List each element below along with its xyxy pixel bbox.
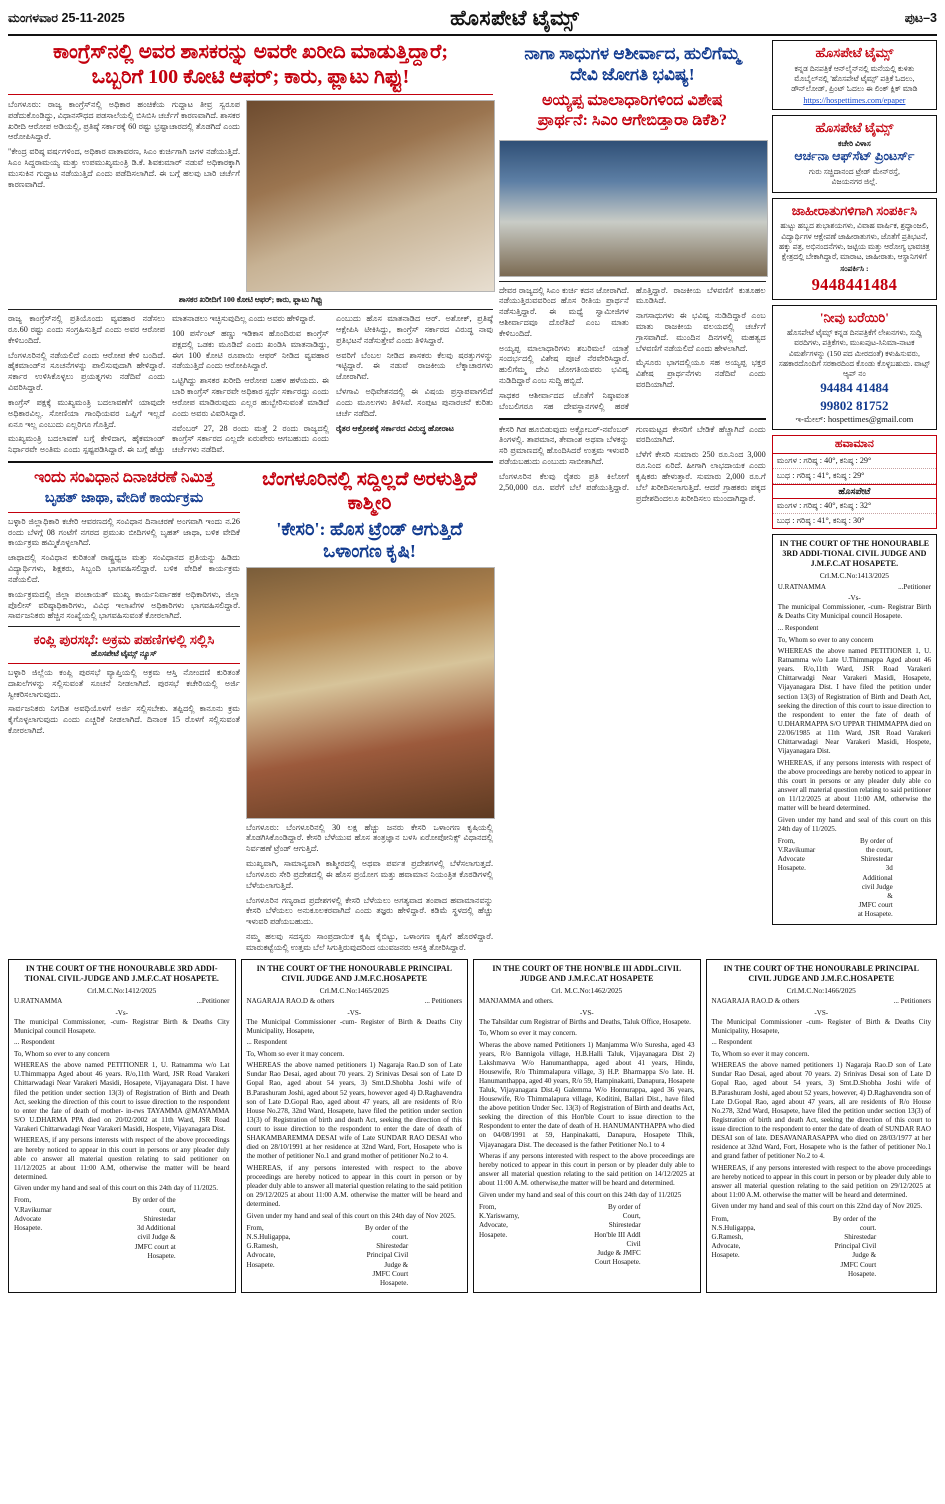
court-notice-from-name: K.Yariswamy, — [479, 1212, 520, 1221]
court-notice-para-3: Given under my hand and seal of this court on this 24th day of 11/2025 — [479, 1190, 682, 1199]
court-notice-order-role2: JMFC court at Hosapete. — [857, 901, 893, 919]
court-notice-from-name: V.Ravikumar — [777, 845, 816, 854]
court-notice-case-number: Crl.M.C.No:1465/2025 — [319, 985, 389, 995]
epaper-ad-title: ಹೊಸಪೇಟೆ ಟೈಮ್ಸ್ — [815, 45, 894, 60]
court-notice-to-whom: To, Whom so ever it may concern. — [479, 1029, 577, 1038]
court-notice-para-3: Given under my hand and seal of this court on this 24th day of Nov 2025. — [246, 1211, 456, 1220]
court-notice-petitioner: NAGARAJA RAO.D & others — [711, 996, 800, 1005]
story2-subhead-line2: ಪ್ರಾರ್ಥನೆ: ಸಿಎಂ ಆಗೇಬಿಡ್ತಾರಾ ಡಿಕೆಶಿ? — [537, 111, 727, 129]
story3-body-2: ಜಾಥಾದಲ್ಲಿ ಸಂವಿಧಾನ ಕುರಿತಂತೆ ರಾಷ್ಟ್ರಧ್ವಜ ಮತ್ತು ಸಂವಿಧಾನದ ಪ್ರತಿಯನ್ನು ಹಿಡಿದು ವಿದ್ಯಾರ್ಥಿಗಳು, ಶಿಕ್ಷಕರು, ಸಿಬ್ಬಂದಿ ಭಾಗವಹಿಸಲಿದ್ದಾರೆ. ಬಳಿಕ ವೇದಿಕೆ ಕಾರ್ಯಕ್ರಮ ನಡೆಯಲಿದೆ. — [8, 553, 240, 584]
court-notice-para-2: Wheras if any persons interested with respect to the above proceedings are hereby noticed to appear in this court in person or by pleader duly able to answer all material question relating to the said petition on 14/12/2025 at about 11:00 A.M. otherwise,the matter will be heard and determined. — [479, 1152, 695, 1188]
court-notice-respondent: The Municipal Commissioner -cum- Register of Birth & Deaths City Municipality, Hosapete, — [246, 1017, 462, 1035]
court-notice-order-role1: Principal Civil Judge & — [366, 1251, 409, 1269]
court-notice-respondent: The municipal Commissioner, -cum- Registrar Birth & Deaths City Municipal council Hosapete. — [777, 603, 931, 621]
write-ad-phone1[interactable]: 94484 41484 — [820, 380, 889, 396]
court-notice-vs: -Vs- — [848, 594, 861, 603]
court-notice-1 — [8, 959, 236, 1294]
second-story-column — [499, 40, 766, 504]
lead-body-7: 100 ಪರ್ಸೆಂಟ್ ಹಣ್ಣು ಇಡಿಕಾಸ ಹೊಂದಿರುವ ಕಾಂಗ್ರೆಸ್ ಪಕ್ಷದಲ್ಲಿ ಒಡಕು ಮೂಡಿದೆ ಎಂದು ಖಂಡಿಸಿ ಮಾತನಾಡಿದ್ದು, ಈಗ 100 ಕೋಟಿ ರೂಪಾಯಿ ಆಫರ್ ನೀಡಿದ ವ್ಯವಹಾರ ನಡೆಯುತ್ತಿದೆ ಎಂದು ಆರೋಪಿಸಿದ್ದಾರೆ. — [172, 328, 329, 371]
office-ad-line2: ಆರ್ಚನಾ ಆಫ್‌ಸೆಟ್ ಪ್ರಿಂಟರ್ಸ್ — [794, 149, 915, 164]
court-notice-respondent: The municipal Commissioner, -cum- Registrar Birth & Deaths City Municipal council Hosapete. — [14, 1017, 230, 1035]
story2-subhead — [499, 91, 766, 135]
court-notice-para-2: WHEREAS, if any persons interests with respect of the above proceedings are hereby noticed to appear in this court in persons or any pleader duly able co answer all material question relating to said petitioner on 11/12/2025 at about 11:00 A.M, otherwise the matter will be heard determined. — [14, 1136, 230, 1181]
lead-body-10: ಎಂಬುದು ಹೊಸ ಮಾತನಾಡಿದ ಆರ್. ಅಶೋಕ್, ಪ್ರತಿಷ್ಠೆ ಆಕ್ಷೇಪಿಸಿ ಟೀಕಿಸಿದ್ದು, ಕಾಂಗ್ರೆಸ್ ಸರ್ಕಾರದ ವಿರುದ್ಧ ನಾವು ಪ್ರತಿಭಟನೆ ನಡೆಸುತ್ತೇವೆ ಎಂದು ತಿಳಿಸಿದ್ದಾರೆ. — [336, 314, 493, 345]
court-notice-to-whom: To, Whom so ever it may concern. — [246, 1049, 345, 1058]
advertise-ad-text: ಹುಟ್ಟು ಹಬ್ಬದ ಶುಭಾಶಯಗಳು, ವಿವಾಹ ವಾರ್ಷಿಕ, ಶ್ರದ್ಧಾಂಜಲಿ, ವಿದ್ಯಾರ್ಥಿಗಳ ಆಕ್ಷೇಪಣೆ ಜಾಹೀರಾತುಗಳು, ಜೊತೆಗೆ ಪ್ರತಿಭಟನೆ, ಹಕ್ಕು ಪತ್ರ, ಅಭಿನಂದನೆಗಳು, ಜಟ್ಟಿಯ ಮತ್ತು ಆರೋಗ್ಯ ಭಾವಚಿತ್ರ ಕ್ಷೇತ್ರದಲ್ಲಿ ಬೇಕಾಗಿದ್ದಾರೆ, ಮಾರಾಟ, ಜಾಹೀರಾತು, ಆಸ್ಥಾನಿಗಳಿಗೆ — [779, 221, 930, 262]
lead-body-4: ಬೆಂಗಳೂರಿನಲ್ಲಿ ನಡೆಯಲಿದೆ ಎಂದು ಆರೋಪ ಕೇಳಿ ಬಂದಿದೆ. ಹೈಕಮಾಂಡ್‌ನ ಸೂಚನೆಗಳನ್ನು ಪಾಲಿಸುವುದಾಗಿ ಹೇಳಿದ್ದಾರೆ. ಸರ್ಕಾರ ಉಳಿಸಿಕೊಳ್ಳಲು ಪ್ರಯತ್ನಗಳು ನಡೆದಿವೆ ಎಂದು ವಿವರಿಸಿದ್ದಾರೆ. — [8, 350, 165, 393]
write-ad-email-label: ಇ-ಮೇಲ್: — [795, 414, 826, 425]
court-notice-order-role1: 3d Additional civil Judge & — [861, 864, 893, 900]
lead-body-9: ನವೆಂಬರ್ 27, 28 ರಂದು ಮತ್ತೆ 2 ರಂದು ರಾಜ್ಯದಲ್ಲಿ ಕಾಂಗ್ರೆಸ್ ಸರ್ಕಾರದ ಎಲ್ಲದೇ ಏರುಪೇರು ಆಗಬಹುದು ಎಂದು ಚರ್ಚೆಗಳು ನಡೆದಿವೆ. — [172, 423, 329, 455]
court-notice-petitioner: NAGARAJA RAO.D & others — [246, 996, 335, 1005]
court-notice-case-number: Crl.M.C.No:1466/2025 — [786, 985, 856, 995]
court-notice-from-role: Advocate Hosapete. — [14, 1214, 43, 1233]
advertise-ad-title: ಜಾಹೀರಾತುಗಳಿಗಾಗಿ ಸಂಪರ್ಕಿಸಿ — [791, 202, 918, 218]
main-grid — [8, 40, 937, 954]
court-notice-order-role1: 3d Additional civil Judge & — [136, 1224, 176, 1242]
epaper-ad-text: ಕನ್ನಡ ದಿನಪತ್ರಿಕೆ ಆನ್‌ಲೈನ್‌ನಲ್ಲಿ ಮನೆಯಲ್ಲಿ ಕುಳಿತು ಮೊಬೈಲ್‌ನಲ್ಲಿ 'ಹೊಸಪೇಟೆ ಟೈಮ್ಸ್' ಪತ್ರಿಕೆ ಓದಲು, ಡೌನ್‌ಲೋಡ್, ಪ್ರಿಂಟ್ ಓದಲು ಈ ಲಿಂಕ್ ಕ್ಲಿಕ್ ಮಾಡಿ — [791, 63, 918, 94]
saffron-body-4: ನಮ್ಮ ಹಲವು ಸದಸ್ಯರು ಸಾಂಪ್ರದಾಯಿಕ ಕೃಷಿ ಕೈಬಿಟ್ಟು, ಒಳಾಂಗಣ ಕೃಷಿಗೆ ಹೊರಳಿದ್ದಾರೆ. ಮಾರುಕಟ್ಟೆಯಲ್ಲಿ ಉತ್ತಮ ಬೆಲೆ ಸಿಗುತ್ತಿರುವುದರಿಂದ ಯುವಜನರು ಆಸಕ್ತಿ ತೋರಿಸಿದ್ದಾರೆ. — [246, 932, 493, 952]
court-notice-order-name: Shirestedar — [860, 855, 893, 864]
saffron-body-7: ಬೆಳೆಗೆ ಕೇಸರಿ ಸುಮಾರು 250 ರೂ.ನಿಂದ 3,000 ರೂ.ನಿಂದ ಏರಿದೆ. ಹೀಗಾಗಿ ಲಾಭದಾಯಕ ಎಂದು ಕೃಷಿಕರು ಹೇಳುತ್ತಾರೆ. ಸುಮಾರು 2,000 ರೂ.ಗೆ ಬೆಲೆ ಖರೀದಿಸಲಾಗುತ್ತಿದೆ. ಆದರೆ ಗ್ರಾಹಕರು ಪಕ್ಕದ ಪ್ರದೇಶದಿಂದಲೂ ಖರೀದಿಸಲು ಮುಂದಾಗಿದ್ದಾರೆ. — [635, 450, 766, 503]
court-notice-respondent: The Tahsildar cum Registrar of Births and Deaths, Taluk Office, Hosapete. — [479, 1017, 691, 1026]
story3-body-3: ಕಾರ್ಯಕ್ರಮದಲ್ಲಿ ಜಿಲ್ಲಾ ಪಂಚಾಯತ್ ಮುಖ್ಯ ಕಾರ್ಯನಿರ್ವಾಹಕ ಅಧಿಕಾರಿಗಳು, ಜಿಲ್ಲಾ ಪೊಲೀಸ್ ವರಿಷ್ಠಾಧಿಕಾರಿಗಳು, ವಿವಿಧ ಇಲಾಖೆಗಳ ಅಧಿಕಾರಿಗಳು ಭಾಗವಹಿಸಲಿದ್ದಾರೆ. ಸಾರ್ವಜನಿಕರು ಹೆಚ್ಚಿನ ಸಂಖ್ಯೆಯಲ್ಲಿ ಭಾಗವಹಿಸುವಂತೆ ಕೋರಲಾಗಿದೆ. — [8, 589, 240, 621]
weather-widget — [772, 435, 937, 529]
court-notice-from-role2: Advocate, Hosapete. — [711, 1242, 741, 1260]
court-notice-from-role2: Advocate, Hosapete. — [246, 1251, 276, 1269]
lead-body-2: "ಕೇಂದ್ರ ವರಿಷ್ಠ ವರ್ಷಗಳಿಂದ, ಅಧಿಕಾರ ವಾತಾವರಣ, ಸಿಎಂ ಕುರ್ಚಿಗಾಗಿ ಜಗಳ ನಡೆಯುತ್ತಿದೆ. ಸಿಎಂ ಸಿದ್ದರಾಮಯ್ಯ ಮತ್ತು ಉಪಮುಖ್ಯಮಂತ್ರಿ ಡಿ.ಕೆ. ಶಿವಕುಮಾರ್ ನಡುವೆ ಅಧಿಕಾರಕ್ಕಾಗಿ ಮುಸುಕಿನ ಗುದ್ದಾಟ ನಡೆಯುತ್ತಿದೆ ಎಂದು ಪಡೆದಿಸಲಾಗಿದೆ. ಈ ಬಗ್ಗೆ ಹಲವು ಬಾರಿ ಚರ್ಚೆಗೆ ಕಾರಣವಾಗಿದೆ. — [8, 147, 240, 189]
court-notice-from-role1: Advocate, Hosapete. — [479, 1221, 508, 1239]
court-notice-to-whom: To, Whom so ever to any concern — [777, 635, 874, 644]
court-notice-case-number: Crl.M.C.No:1412/2025 — [87, 985, 157, 995]
story4-headline: ಕಂಪ್ಲಿ ಪುರಸಭೆ: ಅಕ್ರಮ ಪಹಣಿಗಳಲ್ಲಿ ಸಲ್ಲಿಸಿ — [33, 632, 215, 648]
lead-body-5: ಕಾಂಗ್ರೆಸ್ ಪಕ್ಷಕ್ಕೆ ಮುಖ್ಯಮಂತ್ರಿ ಬದಲಾವಣೆಗೆ ಯಾವುದೇ ಅಧಿಕಾರವಿಲ್ಲ. ಸೋಣಿಯಾ ಗಾಂಧಿಯವರ ಒಪ್ಪಿಗೆ ಇಲ್ಲದೆ ಏನೂ ಇಲ್ಲ ಎಂಬುದು ಎಲ್ಲರಿಗೂ ಗೊತ್ತಿದೆ. — [8, 397, 165, 429]
court-notice-from-label: From, — [479, 1202, 497, 1211]
office-ad-title: ಹೊಸಪೇಟೆ ಟೈಮ್ಸ್ — [815, 120, 894, 136]
story2-headline — [499, 43, 766, 86]
court-notice-para-3: Given under my hand and seal of this court on this 24th day of 11/2025. — [777, 815, 931, 833]
court-notice-from-label: From, — [14, 1196, 32, 1205]
court-notice-from-label: From, — [711, 1214, 729, 1223]
masthead — [8, 6, 937, 36]
court-notice-vs: -VS- — [814, 1008, 829, 1017]
court-notice-from-role: Advocate Hosapete. — [777, 855, 806, 873]
advertise-phone[interactable]: 9448441484 — [811, 274, 898, 294]
story2-body-1: ದೇವರ ರಾಜ್ಯದಲ್ಲಿ ಸಿಎಂ ಕುರ್ಚಿ ಕದನ ಜೋರಾಗಿದೆ. ನಡೆಯುತ್ತಿರುವವರಿಂದ ಹೊಸ ರೀತಿಯ ಪ್ರಾರ್ಥನೆ ನಡೆಸುತ್ತಿದ್ದಾರೆ. ಈ ಮಧ್ಯೆ ಸ್ವಾಮೀಜಿಗಳ ಆಶೀರ್ವಾದವೂ ದೊರೆತಿದೆ ಎಂಬ ಮಾತು ಕೇಳಿಬಂದಿದೆ. — [499, 285, 629, 338]
saffron-photo — [246, 567, 495, 819]
court-notice-order-name: Shirestedar — [608, 1221, 641, 1230]
masthead-title: ಹೊಸಪೇಟೆ ಟೈಮ್ಸ್ — [450, 6, 580, 30]
court-notice-petitioner-tag: ...Petitioner — [196, 996, 230, 1005]
office-ad-line1: ಕಚೇರಿ ವಿಳಾಸ — [838, 138, 871, 148]
masthead-date: ಮಂಗಳವಾರ 25-11-2025 — [8, 11, 125, 25]
story2-body-4: ನಾಗಸಾಧುಗಳು ಈ ಭವಿಷ್ಯ ನುಡಿದಿದ್ದಾರೆ ಎಂಬ ಮಾತು ರಾಜಕೀಯ ವಲಯದಲ್ಲಿ ಚರ್ಚೆಗೆ ಗ್ರಾಸವಾಗಿದೆ. ಮುಂದಿನ ದಿನಗಳಲ್ಲಿ ಮಹತ್ವದ ಬೆಳವಣಿಗೆ ನಡೆಯಲಿದೆ ಎಂದು ಹೇಳಲಾಗಿದೆ. — [635, 311, 766, 353]
court-notice-order-label: By order of Court, — [608, 1202, 641, 1221]
write-ad-title: 'ನೀವು ಬರೆಯಿರಿ' — [819, 309, 889, 325]
weather-title: ಹವಾಮಾನ — [773, 436, 936, 454]
saffron-headline-line1: ಬೆಂಗಳೂರಿನಲ್ಲಿ ಸದ್ದಿಲ್ಲದೆ ಅರಳುತ್ತಿದೆ ಕಾಶ್ಮೀರಿ — [262, 469, 477, 514]
story4-body-1: ಬಳ್ಳಾರಿ ಜಿಲ್ಲೆಯ ಕಂಪ್ಲಿ ಪುರಸಭೆ ವ್ಯಾಪ್ತಿಯಲ್ಲಿ ಅಕ್ರಮ ಆಸ್ತಿ ನೋಂದಣಿ ಕುರಿತಂತೆ ದಾಖಲೆಗಳನ್ನು ಸಲ್ಲಿಸುವಂತೆ ಸೂಚನೆ ನೀಡಲಾಗಿದೆ. ಪುರಸಭೆ ಕಚೇರಿಯಲ್ಲಿ ಅರ್ಜಿ ಸ್ವೀಕರಿಸಲಾಗುವುದು. — [8, 667, 240, 699]
court-notice-order-name: Shirestedar — [844, 1233, 877, 1241]
court-notice-para-1: WHEREAS the above named petitioners 1) Nagaraja Rao.D son of Late Sundar Rao Desai, aged about 70 years. 2) Srinivas Desai son of Late D Gopal Rao, aged about 54 years, 3) Smt.D.Shobha Joshi wife of B.Parashuram Joshi, aged about 52 years, however, 4) D.Raghavendra son of Late D.Gopal Rao, aged about 47 years, all are residents of R/o House No.278, 32nd Ward, Hosapete, have filed the petition under section 13(3) of Registration of birth and death Act, seeking the direction of this court to issue direction to the respondent to enter the date of death of SUNDAR RAO DESAI son of late. DESAVANARASAPPA who died on 28/03/1977 at her residence at 32nd Ward, Fort, Hosapete who is the father of petitioner No.1 and grand father of petitioner No.2 to 4. — [711, 1061, 931, 1161]
right-rail — [772, 40, 937, 925]
story4-body-2: ಸಾರ್ವಜನಿಕರು ನಿಗದಿತ ಅವಧಿಯೊಳಗೆ ಅರ್ಜಿ ಸಲ್ಲಿಸಬೇಕು. ತಪ್ಪಿದಲ್ಲಿ ಕಾನೂನು ಕ್ರಮ ಕೈಗೊಳ್ಳಲಾಗುವುದು ಎಂದು ಎಚ್ಚರಿಕೆ ನೀಡಲಾಗಿದೆ. ದಿನಾಂಕ 15 ರೊಳಗೆ ಸಲ್ಲಿಸುವಂತೆ ಕೋರಲಾಗಿದೆ. — [8, 704, 240, 736]
court-notice-respondent-tag: ... Respondent — [246, 1038, 288, 1047]
lead-headline-line2: ಒಬ್ಬರಿಗೆ 100 ಕೋಟಿ ಆಫರ್‌; ಕಾರು, ಫ್ಲಾಟು ಗಿಫ್ಟು! — [91, 66, 410, 88]
saffron-body-3: ಬೆಂಗಳೂರಿನ ಗಣ್ಯರಾದ ಪ್ರದೇಶಗಳಲ್ಲಿ ಕೇಸರಿ ಬೆಳೆಯಲು ಅಗತ್ಯವಾದ ತಂಪಾದ ಹವಾಮಾನವನ್ನು ಕೇಸರಿ ಬೆಳೆಯಲು ಅನುಕೂಲಕರವಾಗಿದೆ ಎಂದು ತಜ್ಞರು ಹೇಳಿದ್ದಾರೆ. ಕಡಿಮೆ ಸ್ಥಳದಲ್ಲಿ ಹೆಚ್ಚು ಇಳುವರಿ ಪಡೆಯಬಹುದು. — [246, 895, 493, 927]
epaper-ad[interactable] — [772, 40, 937, 110]
lead-body-12: ಬೆಳಗಾವಿ ಅಧಿವೇಶನದಲ್ಲಿ ಈ ವಿಷಯ ಪ್ರಸ್ತಾಪವಾಗಲಿದೆ ಎಂದು ಮೂಲಗಳು ತಿಳಿಸಿವೆ. ಸಂಪುಟ ಪುನಾರಚನೆ ಕುರಿತು ಚರ್ಚೆ ನಡೆದಿದೆ. — [336, 387, 493, 418]
court-notice-from-name: N.S.Huligappa, — [711, 1223, 756, 1232]
court-notice-from-name: N.S.Huligappa, — [246, 1232, 291, 1241]
weather-row-text: ಮಂಗಳ : ಗರಿಷ್ಠ : 40°, ಕನಿಷ್ಠ : 32° — [776, 501, 872, 511]
lead-body-3: ರಾಜ್ಯ ಕಾಂಗ್ರೆಸ್‌ನಲ್ಲಿ ಪ್ರತಿಯೊಂದು ವ್ಯವಹಾರ ನಡೆಸಲು ರೂ.60 ರಷ್ಟು ಎಂದು ಸಂಗ್ರಹಿಸುತ್ತಿದೆ ಎಂದು ಅವರ ಆರೋಪ ಕೇಳಿಬಂದಿದೆ. — [8, 314, 165, 345]
saffron-body-1: ಬೆಂಗಳೂರು: ಬೆಂಗಳೂರಿನಲ್ಲಿ 30 ಲಕ್ಷ ಹೆಚ್ಚು ಜನರು ಕೇಸರಿ ಒಳಾಂಗಣ ಕೃಷಿಯಲ್ಲಿ ತೊಡಗಿಸಿಕೊಂಡಿದ್ದಾರೆ. ಕೇಸರಿ ಬೆಳೆಯುವ ಹೊಸ ತಂತ್ರಜ್ಞಾನ ಬಳಸಿ ಏರೋಪೋನಿಕ್ಸ್ ವಿಧಾನದಲ್ಲಿ ನಿರ್ವಹಣೆ ಟ್ರೆಂಡ್ ಆಗುತ್ತಿದೆ. — [246, 822, 493, 854]
court-notice-petitioner-tag: ...Petitioner — [898, 582, 931, 591]
weather-row — [773, 469, 936, 484]
court-notice-case-number: Crl. M.C.No:1462/2025 — [551, 985, 623, 995]
court-notice-para-2: WHEREAS, if any persons interested with respect to the above proceedings are hereby noticed to appear in this court in person or by pleader duly able to answer all material question relating to the said petition on 29/12/2025 at about 11:00 A.M. otherwise the matter will be heard and determined. — [711, 1163, 931, 1199]
story4-subhead: ಹೊಸಪೇಟೆ ಟೈಮ್ಸ್ ನ್ಯೂಸ್ — [91, 648, 157, 658]
saffron-headline-line2: 'ಕೇಸರಿ': ಹೊಸ ಟ್ರೆಂಡ್ ಆಗುತ್ತಿದೆ ಒಳಾಂಗಣ ಕೃಷಿ! — [276, 518, 463, 562]
court-notice-para-2: WHEREAS, if any persons interested with respect to the above proceedings are hereby noticed to appear in this court in person or by pleader duly able to answer all material question relating to the said petition on 29/12/2025 at about 11:00 A.M. otherwise the matter will be heard and determined. — [246, 1163, 463, 1208]
court-notice-heading: IN THE COURT OF THE HONOURABLE PRINCIPAL CIVIL JUDGE AND J.M.F.C.HOSAPETE — [723, 963, 919, 983]
write-to-us-ad — [772, 305, 937, 431]
court-notice-order-role1: Principal Civil Judge & — [834, 1242, 877, 1260]
saffron-body-2: ಮುಖ್ಯವಾಗಿ, ಸಾಮಾನ್ಯವಾಗಿ ಕಾಶ್ಮೀರದಲ್ಲಿ ಅಥವಾ ಪರ್ವತ ಪ್ರದೇಶಗಳಲ್ಲಿ ಬೆಳೆಸಲಾಗುತ್ತದೆ. ಬೆಂಗಳೂರು ಸೇರಿ ಪ್ರದೇಶದಲ್ಲಿ ಈ ಹೊಸ ಪ್ರಯೋಗ ಮತ್ತು ಹವಾಮಾನ ನಿಯಂತ್ರಿತ ಕೊಠಡಿಗಳಲ್ಲಿ ಬೆಳೆಯಲಾಗುತ್ತಿದೆ. — [246, 859, 493, 890]
story2-headline-line2: ದೇವಿ ಜೋಗತಿ ಭವಿಷ್ಯ! — [570, 65, 695, 85]
lead-body-6: ಮುಖ್ಯಮಂತ್ರಿ ಬದಲಾವಣೆ ಬಗ್ಗೆ ಕೇಳಿದಾಗ, ಹೈಕಮಾಂಡ್ ನಿರ್ಧಾರವೇ ಅಂತಿಮ ಎಂದು ಸ್ಪಷ್ಟಪಡಿಸಿದ್ದಾರೆ. ಈ ಬಗ್ಗೆ ಹೆಚ್ಚು ಮಾತನಾಡಲು ಇಚ್ಛಿಸುವುದಿಲ್ಲ ಎಂದು ಅವರು ಹೇಳಿದ್ದಾರೆ. — [8, 314, 316, 455]
story2-headline-line1: ನಾಗಾ ಸಾಧುಗಳ ಆಶೀರ್ವಾದ, ಹುಲಿಗೆಮ್ಮ — [524, 44, 741, 63]
weather-row — [773, 514, 936, 528]
lead-photo — [246, 100, 495, 292]
court-notice-respondent: The Municipal Commissioner -cum- Register of Birth & Deaths City Municipality, Hosapete, — [711, 1017, 931, 1035]
court-notice-para-1: Wheras the above named Petitioners 1) Manjamma W/o Suresha, aged 43 years, R/o Bannigola village, H.B.Halli Taluk, Vijayanagara Dist 2) Lakshmavva W/o Hanumanthappa, aged about 41 years, Hindu, Housewife, R/o Thimmalapura village, 3) H.P. Bharmappa S/o late. H. Hanumanthappa, aged 40 years, R/o 59, Hampinakatti, Danapura, Hosapete Taluk, Vijayanagara Dist.4) Galemma W/o Honnurappa, aged 36 years, Housewife, R/o Thimmalapura village, Koditini, Ballari Dist., have filed the above petition Under Sec. 13(3) of Registration of Birth and deaths Act, seeking the direction of this Hon'ble Court to issue direction to the Respondent to enter the date of death of H. HANUMANTHAPPA who died on 04/08/1991 at 59, Hanpinakatti, Danapura, Hosapete Tlhik, Vijayanagara Dist. The deceased is the father Petitioner No.1 to 4 — [479, 1040, 695, 1149]
story2-body-3: ಸಾಧಕರ ಆಶೀರ್ವಾದದ ಜೊತೆಗೆ ನಿಷ್ಠಾವಂತ ಬೆಂಬಲಿಗರೂ ಸಹ ದೇವಸ್ಥಾನಗಳಲ್ಲಿ ಹರಕೆ ಹೊತ್ತಿದ್ದಾರೆ. ರಾಜಕೀಯ ಬೆಳವಣಿಗೆ ಕುತೂಹಲ ಮೂಡಿಸಿದೆ. — [499, 285, 766, 411]
court-notice-para-3: Given under my hand and seal of this court on this 24th day of 11/2025. — [14, 1184, 219, 1193]
court-notice-para-1: WHEREAS the above named PETITIONER 1, U. Ratnamma w/o Late U.Thimmappa Aged about 46 years. R/o,11th Ward, JSR Road Varakeri Chittarwadgi Near Varakeri Masidi, Hosapete, Vijayanagara Dist. I have filed the petition under section 13(3) of Registration of Birth and Death Act, seeking the direction of this court to issue direction to the respondent to enter the fate of death of U.DHARMAPPA S/O UPPAR THIMMAPPA died on 22/06/1985 at 11th Ward, JSR Road Varakeri Chittarwadagi Near Varakeri Masidi, Hospete, Vijayanagara Dist. — [777, 647, 931, 755]
court-notice-case-number: Crl.M.C.No:1413/2025 — [819, 571, 889, 581]
court-notice-from-role1: G.Ramesh, — [246, 1242, 279, 1251]
court-notice-respondent-tag: ... Respondent — [777, 623, 819, 632]
court-notice-to-whom: To, Whom so ever to any concern — [14, 1049, 110, 1058]
court-notice-top — [772, 534, 937, 924]
court-notice-order-role1: Hon'ble III Addl Civil — [594, 1230, 641, 1248]
court-notice-from-role1: G.Ramesh, — [711, 1233, 744, 1241]
lead-headline-line1: ಕಾಂಗ್ರೆಸ್‌ನಲ್ಲಿ ಅವರ ಶಾಸಕರನ್ನು ಅವರೇ ಖರೀದಿ ಮಾಡುತ್ತಿದ್ದಾರೆ; — [53, 41, 448, 63]
court-notice-from-label: From, — [246, 1223, 264, 1232]
weather-row-text: ಮಂಗಳ : ಗರಿಷ್ಠ : 40°, ಕನಿಷ್ಠ : 29° — [776, 456, 872, 466]
weather-row-text: ಬುಧ : ಗರಿಷ್ಠ : 41°, ಕನಿಷ್ಠ : 30° — [776, 516, 865, 526]
court-notice-order-role2: JMFC Court Hosapete. — [372, 1269, 409, 1287]
advertise-contact-label: ಸಂಪರ್ಕಿಸಿ : — [840, 264, 869, 274]
court-notice-para-3: Given under my hand and seal of this court on this 22nd day of Nov 2025. — [711, 1202, 923, 1211]
saffron-body-5: ಕೇಸರಿ ಗಿಡ ಹೂಬಿಡುವುದು ಅಕ್ಟೋಬರ್-ನವೆಂಬರ್ ತಿಂಗಳಲ್ಲಿ. ತಾಪಮಾನ, ತೇವಾಂಶ ಅಥವಾ ಬೆಳಕನ್ನು ಸರಿ ಪ್ರಮಾಣದಲ್ಲಿ ಹೊಂದಿಸಿದರೆ ಉತ್ತಮ ಇಳುವರಿ ಪಡೆಯಬಹುದು ಎಂಬುದು ಸಾಬೀತಾಗಿದೆ. — [499, 424, 629, 467]
write-ad-text: ಹೊಸಪೇಟೆ ಟೈಮ್ಸ್ ಕನ್ನಡ ದಿನಪತ್ರಿಕೆಗೆ ಲೇಖನಗಳು, ಸುದ್ದಿ ವರದಿಗಳು, ಪತ್ರಿಕೆಗಳು, ಮುಖಪುಟ-ಸಿನಿಮಾ-ನಾಟಕ ವಿಮರ್ಶೆಗಳನ್ನು (150 ಪದ ಮೀರದಂತೆ) ಕಳುಹಿಸುವರು, ಸಹಕಾರದೊಂದಿಗೆ ಸರಕಾರದಿಂದ ಕೊಂಡು ಕೊಳ್ಳಬಹುದು. ವಾಟ್ಸ್ ಆ್ಯಪ್ ನಂ — [778, 328, 930, 379]
write-ad-email[interactable]: hospettimes@gmail.com — [827, 414, 914, 425]
court-notice-para-2: WHEREAS, if any persons interests with respect of the above proceedings are hereby noticed to appear in this court in persons or any pleader duly able co answer all material question relating to said petitioner on 11/12/2025 at about 11:00 AM, otherwise the matter will be heard determined. — [777, 758, 931, 812]
court-notice-from-name: V.Ravikumar — [14, 1205, 52, 1214]
court-notice-to-whom: To, Whom so ever it may concern. — [711, 1049, 810, 1058]
lead-body-1: ಬೆಂಗಳೂರು: ರಾಜ್ಯ ಕಾಂಗ್ರೆಸ್‌ನಲ್ಲಿ ಅಧಿಕಾರ ಹಂಚಿಕೆಯ ಗುದ್ದಾಟ ತೀವ್ರ ಸ್ವರೂಪ ಪಡೆದುಕೊಂಡಿದ್ದು, ವಿಧಾನಸೌಧದ ಪಡಸಾಲೆಯಲ್ಲಿ ಬಿಸಿಬಿಸಿ ಚರ್ಚೆಗೆ ಕಾರಣವಾಗಿದೆ. ಶಾಸಕರ ಖರೀದಿ ಆರೋಪ ಅಡಿಯಲ್ಲಿ, ಪ್ರತಿಷ್ಠೆ ಸರ್ಕಾರಕ್ಕೆ 60 ರಷ್ಟು ಭ್ರಷ್ಟಾಚಾರದಲ್ಲಿ ತೊಡಗಿದೆ ಎಂದು ಆರೋಪಿಸಿದ್ದಾರೆ. — [8, 100, 240, 142]
masthead-page-number: ಪುಟ–3 — [904, 11, 937, 25]
court-notice-respondent-tag: ... Respondent — [14, 1038, 55, 1047]
story3-headline-line2: ಬೃಹತ್ ಜಾಥಾ, ವೇದಿಕೆ ಕಾರ್ಯಕ್ರಮ — [44, 490, 204, 506]
court-notice-vs: -VS- — [579, 1008, 594, 1017]
court-notice-respondent-tag: ... Respondent — [711, 1038, 753, 1047]
court-notice-para-1: WHEREAS the above named PETITIONER 1, U. Ratnamma w/o Lat U.Thimmappa Aged about 46 years. R/o,11th Ward, JSR Road Varakeri Chittarwadagi Near Varakeri Masidi, Hosapete, Vijayanagara Dist. I have filed the petition under section 13(3) of Registration of Birth and Death Act, seeking the direction of this court to issue direction to the respondent to enter the fate of death of mother- in-rws TAYAMMA @MAYAMMA S/O U.DHARMA PPA died on 20/02/2002 at 11th Ward, JSR Road Varakeri Chittarwadagi Near Varakeri Masidi, Hospete, Vijayanagara Dist. — [14, 1061, 230, 1133]
court-notice-vs: -VS- — [347, 1008, 362, 1017]
lead-photo-caption: ಶಾಸಕರ ಖರೀದಿಗೆ 100 ಕೋಟಿ ಆಫರ್‌; ಕಾರು, ಫ್ಲಾಟು ಗಿಫ್ಟು — [178, 295, 323, 304]
court-notice-vs: -Vs- — [115, 1008, 129, 1017]
court-notice-petitioner: U.RATNAMMA — [777, 582, 827, 591]
story2-subhead-line1: ಅಯ್ಯಪ್ಪ ಮಾಲಾಧಾರಿಗಳಿಂದ ವಿಶೇಷ — [542, 91, 723, 109]
court-notice-order-label: By order of the court. — [365, 1223, 409, 1241]
lead-body-11: ಅವರಿಗೆ ಬೆಂಬಲ ನೀಡಿದ ಶಾಸಕರು ಕೆಲವು ಷರತ್ತುಗಳನ್ನು ಇಟ್ಟಿದ್ದಾರೆ. ಈ ನಡುವೆ ರಾಜಕೀಯ ಲೆಕ್ಕಾಚಾರಗಳು ಜೋರಾಗಿವೆ. — [336, 350, 493, 382]
court-notice-order-name: Shirestedar — [143, 1214, 176, 1223]
court-notice-heading: IN THE COURT OF THE HONOURABLE 3RD ADDI-TIONAL CIVIL-JUDGE AND J.M.F.C.AT HOSAPETE. — [24, 963, 219, 983]
court-notice-heading: IN THE COURT OF THE HONOURABLE 3RD ADDI-TIONAL CIVIL JUDGE AND J.M.F.C.AT HOSAPETE. — [779, 539, 930, 569]
court-notice-order-name: Shirestedar — [376, 1242, 409, 1251]
court-notice-order-role2: JMFC court at Hosapete. — [134, 1242, 176, 1260]
court-notice-3 — [473, 959, 701, 1294]
office-ad-line3: ಗುರು ಸಚ್ಚಿದಾನಂದ ಟ್ರೇಡ್ ಮೇನ್‌ರಸ್ತೆ, — [808, 167, 900, 177]
advertise-contact-ad — [772, 198, 937, 300]
lead-headline — [8, 40, 493, 95]
weather-row-text: ಬುಧ : ಗರಿಷ್ಠ : 41°, ಕನಿಷ್ಠ : 29° — [776, 471, 865, 481]
weather-row — [773, 499, 936, 514]
court-notice-order-label: By order of the court, — [860, 836, 893, 854]
story2-photo — [499, 140, 768, 277]
weather-section-hospet: ಹೊಸಪೇಟೆ — [773, 484, 936, 499]
story2-body-2: ಅಯ್ಯಪ್ಪ ಮಾಲಾಧಾರಿಗಳು ಶಬರಿಮಲೆ ಯಾತ್ರೆ ಸಂದರ್ಭದಲ್ಲಿ ವಿಶೇಷ ಪೂಜೆ ನೆರವೇರಿಸಿದ್ದಾರೆ. ಹುಲಿಗೆಮ್ಮ ದೇವಿ ಜೋಗತಿಯವರು ಭವಿಷ್ಯ ನುಡಿದಿದ್ದಾರೆ ಎಂಬ ಸುದ್ದಿ ಹಬ್ಬಿದೆ. — [499, 343, 629, 386]
court-notice-from-label: From, — [777, 836, 795, 845]
office-address-ad — [772, 115, 937, 192]
court-notice-petitioner-tag: ... Petitioners — [424, 996, 462, 1005]
court-notice-petitioner: U.RATNAMMA — [14, 996, 63, 1005]
court-notice-petitioner: MANJAMMA and others. — [479, 996, 554, 1005]
weather-row — [773, 454, 936, 469]
lead-byline: ರೈತರ ಆಕ್ರೋಶಕ್ಕೆ ಸರ್ಕಾರದ ವಿರುದ್ಧ ಹೋರಾಟ — [336, 423, 455, 433]
court-notice-order-label: By order of the court, — [132, 1196, 176, 1214]
saffron-body-6: ಬೆಂಗಳೂರಿನ ಕೆಲವು ರೈತರು ಪ್ರತಿ ಕಿಲೋಗೆ 2,50,000 ರೂ. ವರೆಗೆ ಬೆಲೆ ಪಡೆಯುತ್ತಿದ್ದಾರೆ. ಗುಣಮಟ್ಟದ ಕೇಸರಿಗೆ ಬೇಡಿಕೆ ಹೆಚ್ಚಾಗಿದೆ ಎಂದು ವರದಿಯಾಗಿದೆ. — [499, 424, 766, 492]
court-notice-para-1: WHEREAS the above named petitioners 1) Nagaraja Rao.D son of Late Sundar Rao Desai, aged about 70 years. 2) Srinivas Desai son of Late D Gopal Rao, aged about 54 years, 3) Smt.D.Shobha Joshi wife of B.Parashuram Joshi, aged about 52 years, however aged 4) D.Raghavendra son of Late D.Gopal Rao, aged about 47 years, all are residents of R/o House No.278, 32nd Ward, Hosapete, have filed the petition under section 13(3) of Registration of birth and death Act, seeking the direction of this court to issue direction to the respondent to enter the date of death of SHAKAMBAREMMA DESAI wife of Late SUNDAR RAO DESAI who died on 28/10/1991 at her residence at 32nd Ward, Fort, Hosapete who is the mother of petitioner No.1 and grand mother of petitioner No.2 to 4. — [246, 1061, 462, 1161]
office-ad-line4: ವಿಜಯನಗರ ಜಿಲ್ಲೆ. — [831, 177, 878, 187]
court-notice-petitioner-tag: ... Petitioners — [893, 996, 931, 1005]
court-notices-row — [8, 959, 937, 1294]
epaper-link[interactable]: https://hospettimes.com/epaper — [803, 96, 906, 106]
story3-headline-line1: ಇಂದು ಸಂವಿಧಾನ ದಿನಾಚರಣೆ ನಿಮಿತ್ತ — [34, 469, 214, 487]
lead-story-column — [8, 40, 493, 954]
lead-body-8: ಒಟ್ಟಿಗಿದ್ದು ಶಾಸಕರ ಖರೀದಿ ಆರೋಪ ಬಹಳ ಹಳೆಯದು. ಈ ಬಾರಿ ಕಾಂಗ್ರೆಸ್ ಸರ್ಕಾರವೇ ಅಧಿಕಾರ ಸ್ಪರ್ಧೆ ಸರ್ಕಾರದ್ದು ಎಂದು ಆರೋಪ ಮಾಡಿರುವುದು ಎಲ್ಲರ ಹುಬ್ಬೇರಿಸುವಂತೆ ಮಾಡಿದೆ ಎಂದು ಅವರು ವಿವರಿಸಿದ್ದಾರೆ. — [172, 376, 329, 418]
court-notice-2 — [241, 959, 469, 1294]
court-notice-heading: IN THE COURT OF THE HON'BLE III ADDL.CIVIL JUDGE AND J.M.F.C.AT HOSAPETE — [492, 963, 682, 983]
story3-body-1: ಬಳ್ಳಾರಿ ಜಿಲ್ಲಾಧಿಕಾರಿ ಕಚೇರಿ ಆವರಣದಲ್ಲಿ ಸಂವಿಧಾನ ದಿನಾಚರಣೆ ಅಂಗವಾಗಿ ಇಂದು ನ.26 ರಂದು ಬೆಳಗ್ಗೆ 08 ಗಂಟೆಗೆ ನಗರದ ಪ್ರಮುಖ ಬೀದಿಗಳಲ್ಲಿ ಬೃಹತ್ ಜಾಥಾ, ಬಳಿಕ ವೇದಿಕೆ ಕಾರ್ಯಕ್ರಮ ಹಮ್ಮಿಕೊಳ್ಳಲಾಗಿದೆ. — [8, 516, 240, 548]
court-notice-order-label: By order of the court. — [833, 1214, 877, 1232]
court-notice-order-role2: JMFC Court Hosapete. — [840, 1260, 877, 1278]
court-notice-4 — [706, 959, 938, 1294]
write-ad-phone2[interactable]: 99802 81752 — [820, 397, 889, 413]
court-notice-order-role2: Judge & JMFC Court Hosapete. — [594, 1249, 641, 1267]
story2-body-5: ಮೈಸೂರು ಭಾಗದಲ್ಲಿಯೂ ಸಹ ಅಯ್ಯಪ್ಪ ಭಕ್ತರ ವಿಶೇಷ ಪ್ರಾರ್ಥನೆಗಳು ನಡೆದಿವೆ ಎಂದು ವರದಿಯಾಗಿದೆ. — [635, 358, 766, 390]
court-notice-heading: IN THE COURT OF THE HONOURABLE PRINCIPAL CIVIL JUDGE AND J.M.F.C.HOSAPETE — [256, 963, 452, 983]
